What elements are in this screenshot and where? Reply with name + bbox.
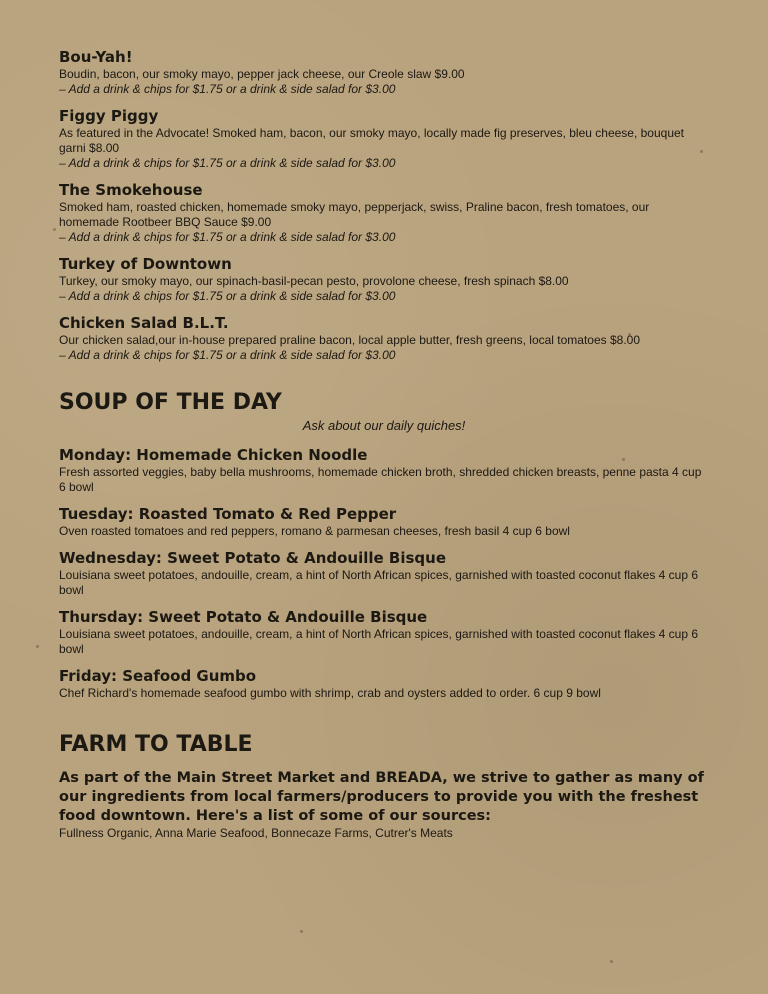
menu-item-description: Our chicken salad,our in-house prepared praline bacon, local apple butter, fresh greens, local tomatoes $8.00 [59, 333, 641, 347]
menu-item-addon: – Add a drink & chips for $1.75 or a drink & side salad for $3.00 [59, 348, 396, 362]
farm-sources: Fullness Organic, Anna Marie Seafood, Bonnecaze Farms, Cutrer's Meats [59, 826, 453, 840]
soup-item-description: Oven roasted tomatoes and red peppers, romano & parmesan cheeses, fresh basil 4 cup 6 bowl [59, 524, 570, 538]
menu-item [59, 181, 709, 245]
soup-item-title: Thursday: Sweet Potato & Andouille Bisque [59, 608, 428, 626]
menu-item-description: Smoked ham, roasted chicken, homemade smoky mayo, pepperjack, swiss, Praline bacon, fresh tomatoes, our homemade Rootbeer BBQ Sauce $9.00 [59, 200, 650, 229]
soup-note: Ask about our daily quiches! [302, 418, 466, 433]
soup-item [59, 505, 709, 539]
menu-item-description: Turkey, our smoky mayo, our spinach-basil-pecan pesto, provolone cheese, fresh spinach $8.00 [59, 274, 569, 288]
paper-speck [300, 930, 303, 933]
menu-item-addon: – Add a drink & chips for $1.75 or a drink & side salad for $3.00 [59, 156, 396, 170]
farm-lead: As part of the Main Street Market and BREADA, we strive to gather as many of our ingredients from local farmers/producers to provide you with the freshest food downtown. Here's a list of some of our sources: [59, 770, 704, 824]
farm-section [59, 731, 709, 841]
paper-speck [53, 228, 56, 231]
soup-item-title: Monday: Homemade Chicken Noodle [59, 446, 368, 464]
soup-item [59, 446, 709, 495]
soup-heading: SOUP OF THE DAY [59, 390, 282, 415]
menu-item-addon: – Add a drink & chips for $1.75 or a drink & side salad for $3.00 [59, 82, 396, 96]
menu-item [59, 48, 709, 97]
menu-item-addon: – Add a drink & chips for $1.75 or a drink & side salad for $3.00 [59, 230, 396, 244]
soup-item-description: Louisiana sweet potatoes, andouille, cream, a hint of North African spices, garnished with toasted coconut flakes 4 cup 6 bowl [59, 627, 699, 656]
farm-heading: FARM TO TABLE [59, 732, 253, 757]
soup-section [59, 389, 709, 701]
menu-item-addon: – Add a drink & chips for $1.75 or a drink & side salad for $3.00 [59, 289, 396, 303]
soup-item-title: Friday: Seafood Gumbo [59, 667, 257, 685]
paper-speck [36, 645, 39, 648]
soup-item-title: Wednesday: Sweet Potato & Andouille Bisque [59, 549, 447, 567]
soup-item [59, 608, 709, 657]
menu-item-title: Bou-Yah! [59, 48, 133, 66]
paper-speck [622, 458, 625, 461]
soup-item-description: Louisiana sweet potatoes, andouille, cream, a hint of North African spices, garnished with toasted coconut flakes 4 cup 6 bowl [59, 568, 699, 597]
sandwich-list [59, 48, 709, 363]
menu-page [59, 48, 709, 841]
menu-item-description: As featured in the Advocate! Smoked ham, bacon, our smoky mayo, locally made fig preserves, bleu cheese, bouquet garni $8.00 [59, 126, 685, 155]
menu-item [59, 255, 709, 304]
menu-item-title: The Smokehouse [59, 181, 203, 199]
soup-item [59, 667, 709, 701]
paper-speck [700, 150, 703, 153]
menu-item-title: Turkey of Downtown [59, 255, 232, 273]
soup-item-title: Tuesday: Roasted Tomato & Red Pepper [59, 505, 397, 523]
soup-item-description: Chef Richard's homemade seafood gumbo with shrimp, crab and oysters added to order. 6 cup 9 bowl [59, 686, 601, 700]
paper-speck [610, 960, 613, 963]
soup-item-description: Fresh assorted veggies, baby bella mushrooms, homemade chicken broth, shredded chicken breasts, penne pasta 4 cup 6 bowl [59, 465, 702, 494]
menu-item [59, 107, 709, 171]
soup-item [59, 549, 709, 598]
menu-item-title: Chicken Salad B.L.T. [59, 314, 229, 332]
menu-item-description: Boudin, bacon, our smoky mayo, pepper jack cheese, our Creole slaw $9.00 [59, 67, 465, 81]
menu-item-title: Figgy Piggy [59, 107, 159, 125]
paper-speck [628, 333, 631, 336]
menu-item [59, 314, 709, 363]
